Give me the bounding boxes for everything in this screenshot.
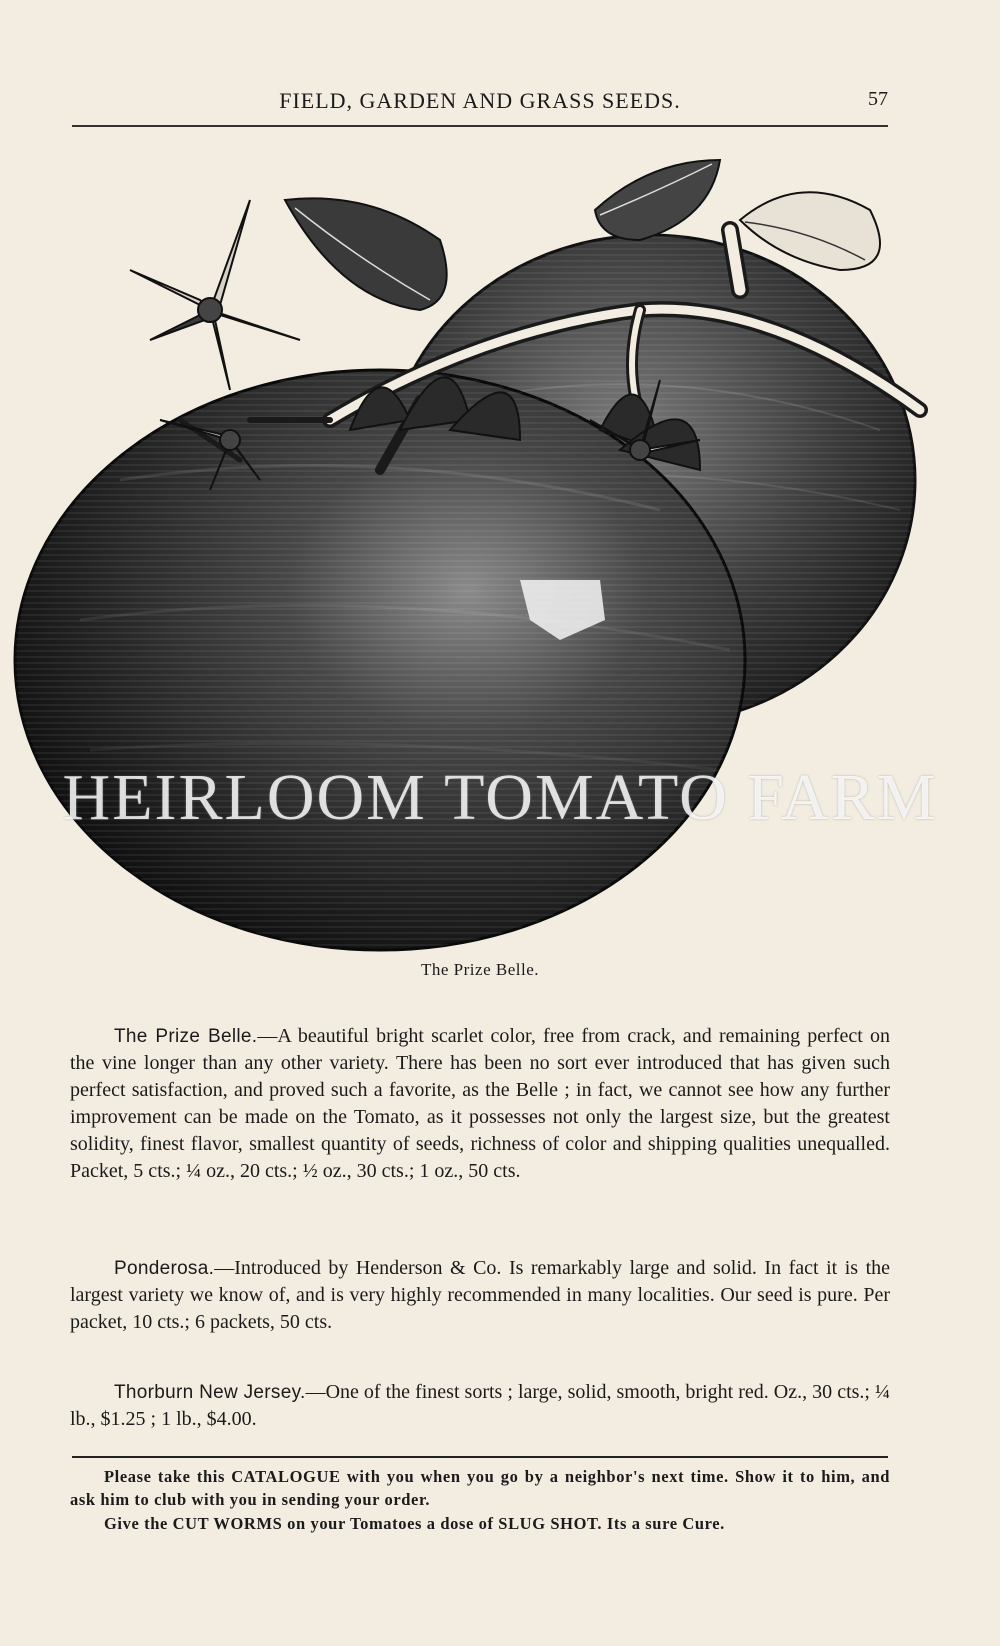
notice-text: Please take this CATALOGUE with you when you go by a neighbor's next time. Show it to him, and ask him to club with you in sending your order. [70, 1467, 890, 1509]
header-rule [72, 125, 888, 127]
tomato-illustration [0, 150, 1000, 960]
footer-rule [72, 1456, 888, 1458]
catalogue-notice [70, 1465, 890, 1511]
entry-name: The Prize Belle. [114, 1026, 258, 1047]
entry-ponderosa [70, 1255, 890, 1336]
entry-description: —Introduced by Henderson & Co. Is remarkably large and solid. In fact it is the largest variety we know of, and is very highly recommended in many localities. Our seed is pure. Per packet, 10 cts.; 6 packets, 50 cts. [70, 1257, 890, 1333]
slug-shot-notice [70, 1512, 890, 1535]
running-head [70, 82, 890, 116]
entry-prize-belle [70, 1023, 890, 1185]
entry-name: Ponderosa. [114, 1258, 215, 1279]
entry-thorburn-new-jersey [70, 1379, 890, 1433]
notice-text: Give the CUT WORMS on your Tomatoes a dose of SLUG SHOT. Its a sure Cure. [104, 1514, 725, 1533]
page-number: 57 [868, 88, 888, 110]
illustration-caption: The Prize Belle. [421, 960, 539, 979]
entry-description: —One of the finest sorts ; large, solid, smooth, bright red. Oz., 30 cts.; ¼ lb., $1.25 ; 1 lb., $4.00. [70, 1381, 890, 1430]
watermark: HEIRLOOM TOMATO FARM [62, 761, 938, 834]
entry-description: —A beautiful bright scarlet color, free from crack, and remaining perfect on the vine longer than any other variety. There has been no sort ever introduced that has given such perfect satisfaction, and proved such a favorite, as the Belle ; in fact, we cannot see how any further improvement can be made on the Tomato, as it possesses not only the largest size, but the greatest solidity, finest flavor, smallest quantity of seeds, richness of color and shipping qualities unequalled. Packet, 5 cts.; ¼ oz., 20 cts.; ½ oz., 30 cts.; 1 oz., 50 cts. [70, 1025, 890, 1182]
running-title: FIELD, GARDEN AND GRASS SEEDS. [279, 88, 681, 113]
entry-name: Thorburn New Jersey. [114, 1382, 306, 1403]
